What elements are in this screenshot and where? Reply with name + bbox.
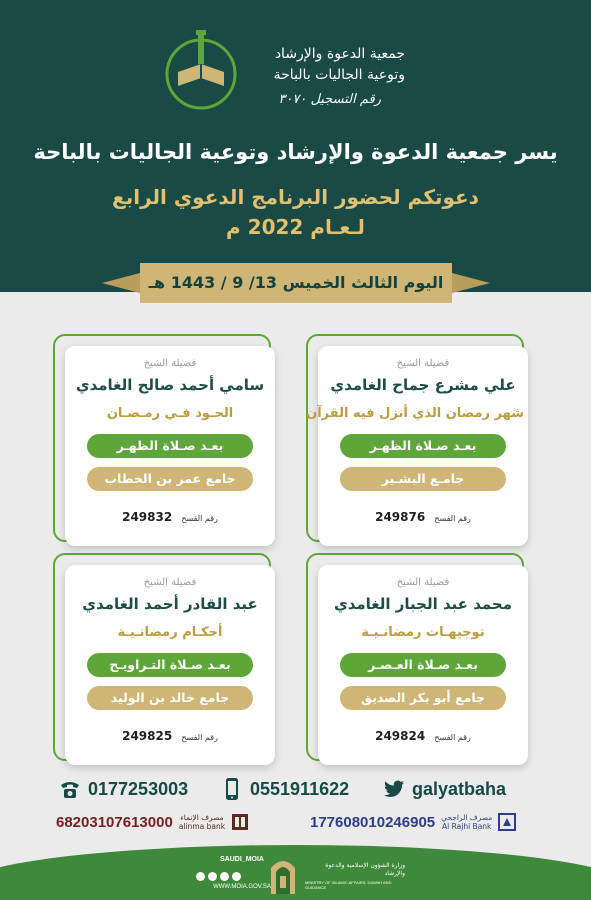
permit-info: [95, 725, 245, 744]
alinma-name-ar: مصرف الإنماء: [180, 813, 224, 822]
permit-label: رقم الفسح: [434, 514, 471, 523]
sheikh-title: فضيلة الشيخ: [396, 577, 450, 588]
ministry-emblem-icon: [265, 852, 301, 896]
organization-name-line2: وتوعية الجاليات بالباحة: [273, 67, 405, 83]
header-panel: [0, 0, 591, 292]
social-icons: [196, 872, 256, 881]
lecture-card: [65, 346, 275, 546]
mosque-badge: جامـع البشـير: [340, 467, 506, 491]
announcement-heading: يسر جمعية الدعوة والإرشاد وتوعية الجاليات بالباحة: [33, 140, 558, 164]
ministry-name-ar: وزارة الشؤون الإسلامية والدعوة والإرشاد: [325, 862, 405, 877]
alinma-logo-icon: [231, 813, 249, 831]
ministry-social-handle: SAUDI_MOIA: [220, 856, 264, 863]
lecture-topic: أحكـام رمضانـيـة: [117, 625, 223, 640]
program-line1: دعوتكم لحضور البرنامج الدعوي الرابع: [112, 185, 479, 209]
alrajhi-logo-icon: [498, 813, 516, 831]
twitter-icon: [382, 777, 406, 801]
lecture-time-badge: بعـد صـلاة الظهـر: [340, 434, 506, 458]
permit-label: رقم الفسح: [181, 733, 218, 742]
alinma-bank-name: [179, 813, 225, 831]
organization-name-line1: جمعية الدعوة والإرشاد: [274, 46, 405, 62]
lecture-card: [318, 565, 528, 765]
lecture-card: [65, 565, 275, 765]
ministry-website: WWW.MOIA.GOV.SA: [213, 884, 271, 890]
youtube-icon: [208, 872, 217, 881]
contact-phone[interactable]: [58, 775, 188, 803]
lecture-time-badge: بعـد صـلاة الظهـر: [87, 434, 253, 458]
permit-info: [348, 725, 498, 744]
bank-alrajhi: [310, 810, 516, 834]
permit-number: 249824: [375, 729, 426, 743]
date-banner: [140, 263, 452, 303]
twitter-small-icon: [232, 872, 241, 881]
sheikh-title: فضيلة الشيخ: [143, 577, 197, 588]
sheikh-title: فضيلة الشيخ: [396, 358, 450, 369]
sheikh-name: علي مشرع جماح الغامدي: [330, 376, 516, 394]
ministry-name-en: MINISTRY OF ISLAMIC AFFAIRS, DAWAH AND GUIDANCE: [305, 880, 392, 890]
alrajhi-name-ar: مصرف الراجحي: [441, 813, 493, 822]
permit-info: [95, 506, 245, 525]
permit-info: [348, 506, 498, 525]
organization-name: [205, 44, 405, 86]
bank-alinma: [56, 810, 249, 834]
permit-number: 249825: [122, 729, 173, 743]
permit-number: 249876: [375, 510, 426, 524]
lecture-time-badge: بعـد صـلاة العـصـر: [340, 653, 506, 677]
facebook-icon: [220, 872, 229, 881]
alrajhi-account-number: 177608010246905: [310, 813, 436, 831]
alrajhi-bank-name: [441, 813, 492, 831]
telephone-icon: [58, 777, 82, 801]
permit-number: 249832: [122, 510, 173, 524]
alinma-name-en: alinma bank: [178, 822, 226, 831]
alinma-account-number: 68203107613000: [56, 813, 173, 831]
sheikh-name: محمد عبد الجبار الغامدي: [333, 595, 513, 613]
mobile-number: 0551911622: [250, 778, 350, 799]
alrajhi-name-en: Al Rajhi Bank: [442, 822, 492, 831]
permit-label: رقم الفسح: [434, 733, 471, 742]
contact-twitter[interactable]: [382, 775, 506, 803]
lecture-topic: الجـود فـي رمـضـان: [106, 406, 234, 421]
sheikh-title: فضيلة الشيخ: [143, 358, 197, 369]
lecture-topic: شهر رمضان الذي أنزل فيه القرآن: [306, 406, 524, 421]
permit-label: رقم الفسح: [181, 514, 218, 523]
event-date: اليوم الثالث الخميس 13/ 9 / 1443 هـ: [148, 273, 444, 292]
instagram-icon: [196, 872, 205, 881]
lecture-time-badge: بعـد صـلاة التـراويـح: [87, 653, 253, 677]
lecture-card: [306, 346, 528, 546]
lecture-topic: توجيهـات رمضانـيـة: [361, 625, 485, 640]
program-year: لـعـام 2022 م: [226, 215, 365, 239]
sheikh-name: عبد القادر أحمد الغامدي: [82, 595, 258, 613]
program-invitation: [0, 182, 591, 242]
mosque-badge: جامع عمر بن الخطاب: [87, 467, 253, 491]
mosque-badge: جامع خالد بن الوليد: [87, 686, 253, 710]
phone-number: 0177253003: [88, 778, 189, 799]
sheikh-name: سامي أحمد صالح الغامدي: [75, 376, 265, 394]
mobile-phone-icon: [220, 777, 244, 801]
contact-mobile[interactable]: [220, 775, 349, 803]
registration-number: رقم التسجيل ٣٠٧٠: [278, 92, 381, 107]
twitter-handle: galyatbaha: [412, 778, 507, 799]
mosque-badge: جامع أبو بكر الصديق: [340, 686, 506, 710]
